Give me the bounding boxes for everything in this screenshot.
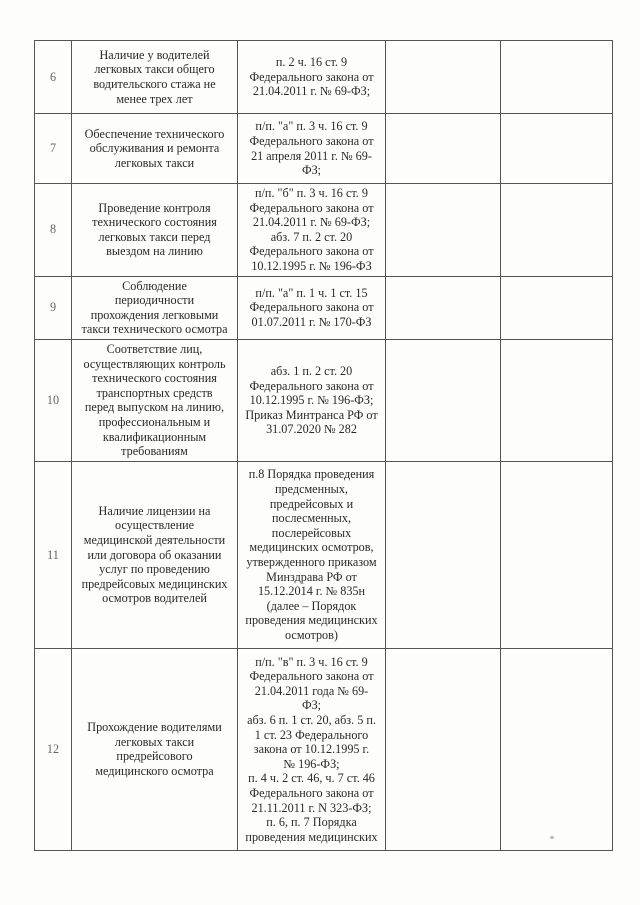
legal-basis-line: 15.12.2014 г. № 835н — [257, 584, 366, 599]
requirement-cell — [72, 41, 238, 114]
legal-basis-line: предсменных, — [275, 481, 348, 496]
legal-basis-line: Федерального закона от — [249, 244, 374, 259]
legal-basis-line: осмотров) — [285, 627, 338, 642]
legal-basis-line: п.8 Порядка проведения — [248, 467, 375, 482]
requirement-cell — [72, 339, 238, 461]
row-number: 12 — [35, 648, 72, 850]
requirement-line: Соблюдение — [122, 278, 187, 293]
table-row — [35, 339, 613, 461]
row-number: 6 — [35, 41, 72, 114]
legal-basis-line: послерейсовых — [271, 525, 352, 540]
requirement-line: менее трех лет — [116, 91, 193, 106]
answer-cell — [386, 184, 501, 277]
requirement-line: предрейсовых медицинских — [81, 576, 228, 591]
note-cell — [501, 339, 613, 461]
legal-basis-line: ФЗ; — [301, 163, 322, 178]
note-cell — [501, 114, 613, 184]
table-row — [35, 276, 613, 339]
row-number: 11 — [35, 461, 72, 648]
requirement-line: предрейсового — [116, 749, 193, 764]
requirement-cell — [72, 114, 238, 184]
requirement-line: Проведение контроля — [98, 200, 211, 215]
requirement-line: Соответствие лиц, — [106, 342, 203, 357]
requirement-line: легковых такси перед — [98, 229, 211, 244]
legal-basis-line: ФЗ; — [301, 698, 322, 713]
legal-basis-line: Федерального закона от — [249, 133, 374, 148]
requirement-line: медицинского осмотра — [95, 764, 214, 779]
requirement-line: прохождения легковыми — [90, 307, 219, 322]
requirement-line: медицинской деятельности — [83, 533, 226, 548]
requirement-cell — [72, 648, 238, 850]
legal-basis-line: Федерального закона от — [249, 669, 374, 684]
legal-basis-cell — [238, 648, 386, 850]
legal-basis-line: медицинских осмотров, — [249, 540, 374, 555]
note-cell — [501, 461, 613, 648]
legal-basis-line: проведения медицинских — [245, 829, 378, 844]
legal-basis-line: утвержденного приказом — [246, 554, 377, 569]
legal-basis-line: п/п. "б" п. 3 ч. 16 ст. 9 — [255, 186, 368, 200]
requirement-line: технического состояния — [92, 215, 217, 230]
legal-basis-line: Федерального закона от — [249, 300, 374, 315]
requirement-line: Обеспечение технического — [84, 126, 225, 141]
table-row — [35, 114, 613, 184]
requirement-line: обслуживания и ремонта — [89, 141, 220, 156]
legal-basis-cell — [238, 114, 386, 184]
legal-basis-line: п. 2 ч. 16 ст. 9 — [275, 55, 348, 70]
legal-basis-line: 21.11.2011 г. N 323-ФЗ; — [251, 800, 372, 815]
legal-basis-line: закона от 10.12.1995 г. — [253, 742, 370, 757]
note-cell — [501, 648, 613, 850]
requirement-line: Наличие у водителей — [99, 47, 210, 62]
requirement-line: осуществляющих контроль — [83, 356, 226, 371]
legal-basis-line: № 196-ФЗ; — [283, 756, 340, 771]
row-number: 9 — [35, 276, 72, 339]
note-cell — [501, 276, 613, 339]
requirement-line: перед выпуском на линию, — [84, 400, 225, 415]
legal-basis-line: Федерального закона от — [249, 200, 374, 215]
requirement-cell — [72, 184, 238, 277]
legal-basis-line: абз. 1 п. 2 ст. 20 — [270, 363, 353, 378]
table-row — [35, 648, 613, 850]
requirement-line: профессиональным и — [98, 415, 211, 430]
legal-basis-line: Федерального закона от — [249, 785, 374, 800]
answer-cell — [386, 114, 501, 184]
table-row — [35, 184, 613, 277]
legal-basis-line: Федерального закона от — [249, 378, 374, 393]
answer-cell — [386, 276, 501, 339]
legal-basis-line: п. 4 ч. 2 ст. 46, ч. 7 ст. 46 — [248, 771, 375, 786]
legal-basis-line: п/п. "а" п. 3 ч. 16 ст. 9 — [255, 119, 368, 134]
requirement-line: такси технического осмотра — [81, 322, 228, 337]
legal-basis-line: п/п. "а" п. 1 ч. 1 ст. 15 — [255, 285, 368, 300]
legal-basis-line: послесменных, — [271, 511, 352, 526]
legal-basis-line: 31.07.2020 № 282 — [266, 422, 357, 437]
legal-basis-line: 10.12.1995 г. № 196-ФЗ — [251, 258, 372, 273]
note-cell — [501, 184, 613, 277]
legal-basis-line: 01.07.2011 г. № 170-ФЗ — [251, 315, 372, 330]
checklist-page — [34, 40, 612, 851]
legal-basis-line: Минздрава РФ от — [266, 569, 357, 584]
row-number: 7 — [35, 114, 72, 184]
scan-speck — [550, 836, 554, 839]
legal-basis-line: абз. 7 п. 2 ст. 20 — [270, 229, 353, 244]
requirement-line: Прохождение водителями — [87, 720, 222, 735]
legal-basis-line: (далее – Порядок — [266, 598, 357, 613]
requirement-line: периодичности — [114, 293, 195, 308]
legal-basis-line: Приказ Минтранса РФ от — [245, 407, 378, 422]
legal-basis-line: 21 апреля 2011 г. № 69- — [251, 148, 372, 163]
answer-cell — [386, 41, 501, 114]
requirement-line: или договора об оказании — [87, 547, 222, 562]
legal-basis-line: 21.04.2011 г. № 69-ФЗ; — [252, 215, 371, 230]
legal-basis-cell — [238, 276, 386, 339]
table-row — [35, 461, 613, 648]
legal-basis-line: проведения медицинских — [245, 613, 378, 628]
requirement-line: выездом на линию — [106, 244, 203, 259]
requirement-line: легковых такси — [114, 155, 195, 170]
requirement-line: легковых такси общего — [94, 62, 215, 77]
legal-basis-line: 21.04.2011 г. № 69-ФЗ; — [252, 84, 371, 99]
table-row — [35, 41, 613, 114]
requirement-line: Наличие лицензии на — [98, 503, 211, 518]
requirement-line: водительского стажа не — [93, 77, 216, 91]
requirement-line: технического состояния — [92, 371, 217, 386]
note-cell — [501, 41, 613, 114]
row-number: 10 — [35, 339, 72, 461]
legal-basis-cell — [238, 184, 386, 277]
legal-basis-line: Федерального закона от — [249, 69, 374, 84]
legal-basis-line: 10.12.1995 г. № 196-ФЗ; — [249, 393, 374, 408]
legal-basis-cell — [238, 41, 386, 114]
legal-basis-line: п. 6, п. 7 Порядка — [266, 815, 357, 830]
answer-cell — [386, 648, 501, 850]
requirement-cell — [72, 461, 238, 648]
legal-basis-line: абз. 6 п. 1 ст. 20, абз. 5 п. — [247, 712, 376, 727]
requirement-line: легковых такси — [114, 734, 195, 749]
requirement-line: осмотров водителей — [102, 591, 207, 606]
row-number: 8 — [35, 184, 72, 277]
legal-basis-line: п/п. "в" п. 3 ч. 16 ст. 9 — [255, 654, 368, 669]
requirement-line: требованиям — [121, 444, 188, 459]
checklist-table-body — [35, 41, 613, 851]
requirement-line: осуществление — [114, 518, 195, 533]
legal-basis-line: 1 ст. 23 Федерального — [254, 727, 369, 742]
requirement-cell — [72, 276, 238, 339]
requirement-line: услуг по проведению — [99, 562, 210, 577]
legal-basis-cell — [238, 339, 386, 461]
requirement-line: транспортных средств — [96, 385, 213, 400]
requirement-line: квалификационным — [102, 429, 207, 444]
legal-basis-cell — [238, 461, 386, 648]
checklist-table — [34, 40, 613, 851]
answer-cell — [386, 461, 501, 648]
legal-basis-line: 21.04.2011 года № 69- — [254, 683, 369, 698]
legal-basis-line: предрейсовых и — [269, 496, 354, 511]
answer-cell — [386, 339, 501, 461]
